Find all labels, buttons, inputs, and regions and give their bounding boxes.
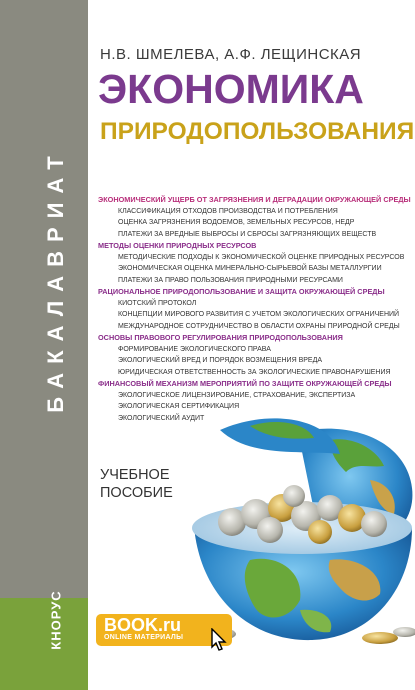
book-authors: Н.В. ШМЕЛЕВА, А.Ф. ЛЕЩИНСКАЯ: [100, 46, 362, 63]
toc-section: ОСНОВЫ ПРАВОВОГО РЕГУЛИРОВАНИЯ ПРИРОДОПОЛЬЗОВАНИЯ: [98, 333, 343, 342]
toc-item: ЮРИДИЧЕСКАЯ ОТВЕТСТВЕННОСТЬ ЗА ЭКОЛОГИЧЕСКИЕ ПРАВОНАРУШЕНИЯ: [118, 368, 391, 376]
book-title-line2: ПРИРОДОПОЛЬЗОВАНИЯ: [100, 118, 415, 145]
cursor-arrow-icon: [210, 628, 228, 652]
toc-item: МЕТОДИЧЕСКИЕ ПОДХОДЫ К ЭКОНОМИЧЕСКОЙ ОЦЕНКЕ ПРИРОДНЫХ РЕСУРСОВ: [118, 253, 405, 261]
toc-section: ФИНАНСОВЫЙ МЕХАНИЗМ МЕРОПРИЯТИЙ ПО ЗАЩИТЕ ОКРУЖАЮЩЕЙ СРЕДЫ: [98, 379, 392, 388]
toc-section: ЭКОНОМИЧЕСКИЙ УЩЕРБ ОТ ЗАГРЯЗНЕНИЯ И ДЕГРАДАЦИИ ОКРУЖАЮЩЕЙ СРЕДЫ: [98, 195, 411, 204]
toc-item: ПЛАТЕЖИ ЗА ВРЕДНЫЕ ВЫБРОСЫ И СБРОСЫ ЗАГРЯЗНЯЮЩИХ ВЕЩЕСТВ: [118, 230, 377, 238]
toc-item: МЕЖДУНАРОДНОЕ СОТРУДНИЧЕСТВО В ОБЛАСТИ ОХРАНЫ ПРИРОДНОЙ СРЕДЫ: [118, 322, 400, 330]
badge-title: BOOK.ru: [104, 615, 182, 635]
series-label: БАКАЛАВРИАТ: [43, 147, 68, 413]
document-type-label: [100, 466, 173, 502]
toc-section: МЕТОДЫ ОЦЕНКИ ПРИРОДНЫХ РЕСУРСОВ: [98, 241, 257, 250]
document-type-line2: ПОСОБИЕ: [100, 485, 173, 501]
toc-item: ЭКОНОМИЧЕСКАЯ ОЦЕНКА МИНЕРАЛЬНО-СЫРЬЕВОЙ БАЗЫ МЕТАЛЛУРГИИ: [118, 265, 382, 272]
toc-item: КЛАССИФИКАЦИЯ ОТХОДОВ ПРОИЗВОДСТВА И ПОТРЕБЛЕНИЯ: [118, 207, 338, 215]
toc-item: ЭКОЛОГИЧЕСКОЕ ЛИЦЕНЗИРОВАНИЕ, СТРАХОВАНИЕ, ЭКСПЕРТИЗА: [118, 391, 356, 399]
toc-item: ЭКОЛОГИЧЕСКАЯ СЕРТИФИКАЦИЯ: [118, 403, 240, 410]
toc-item: ФОРМИРОВАНИЕ ЭКОЛОГИЧЕСКОГО ПРАВА: [118, 345, 271, 353]
toc-section: РАЦИОНАЛЬНОЕ ПРИРОДОПОЛЬЗОВАНИЕ И ЗАЩИТА ОКРУЖАЮЩЕЙ СРЕДЫ: [98, 287, 385, 296]
publisher-label: КНОРУС: [48, 590, 64, 650]
toc-item: ЭКОЛОГИЧЕСКИЙ ВРЕД И ПОРЯДОК ВОЗМЕЩЕНИЯ ВРЕДА: [118, 357, 322, 364]
table-of-contents: [98, 194, 411, 424]
book-title-line1: ЭКОНОМИКА: [98, 66, 364, 112]
toc-item: ПЛАТЕЖИ ЗА ПРАВО ПОЛЬЗОВАНИЯ ПРИРОДНЫМИ РЕСУРСАМИ: [118, 276, 343, 284]
spine-accent-band: [0, 598, 88, 690]
toc-item: КОНЦЕПЦИИ МИРОВОГО РАЗВИТИЯ С УЧЕТОМ ЭКОЛОГИЧЕСКИХ ОГРАНИЧЕНИЙ: [118, 311, 400, 318]
toc-item: КИОТСКИЙ ПРОТОКОЛ: [118, 299, 197, 307]
badge-subtitle: ONLINE МАТЕРИАЛЫ: [104, 634, 184, 641]
toc-item: ОЦЕНКА ЗАГРЯЗНЕНИЯ ВОДОЕМОВ, ЗЕМЕЛЬНЫХ РЕСУРСОВ, НЕДР: [118, 219, 355, 226]
document-type-line1: УЧЕБНОЕ: [100, 467, 170, 483]
toc-item: ЭКОЛОГИЧЕСКИЙ АУДИТ: [118, 414, 205, 422]
